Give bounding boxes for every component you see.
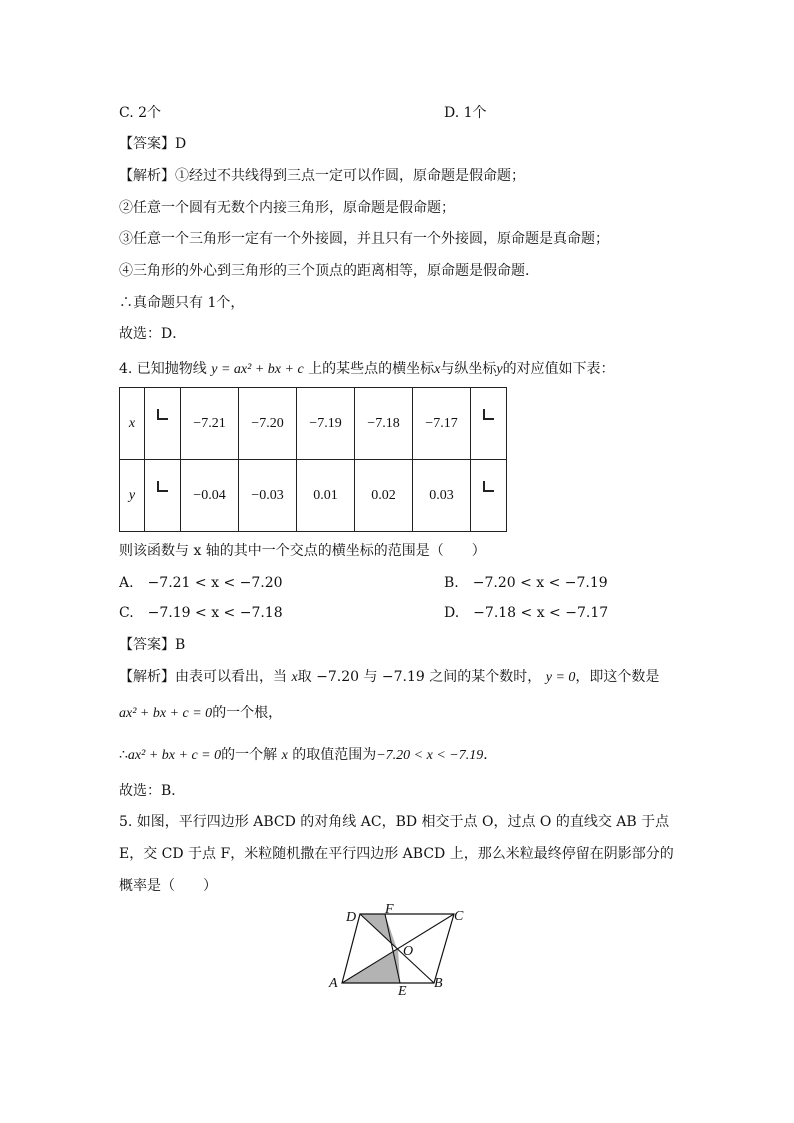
- q4-stem-prefix: 4. 已知抛物线: [119, 361, 207, 377]
- q3-option-d: D. 1个: [444, 105, 487, 121]
- table-cell: −7.21: [181, 388, 239, 460]
- q4-analysis-3: [119, 745, 497, 766]
- q4-analysis-1c: ，即这个数是: [575, 669, 660, 685]
- table-cell: −7.20: [239, 388, 297, 460]
- ellipsis-icon: [483, 409, 494, 420]
- table-cell: −0.03: [239, 460, 297, 532]
- table-cell: −7.19: [297, 388, 355, 460]
- q4-analysis-1a: 【解析】由表可以看出，当: [119, 669, 287, 685]
- q4-choose: 故选：B．: [119, 783, 186, 799]
- q4-stem-formula: y = ax² + bx + c: [211, 362, 304, 377]
- q4-analysis-3c: 的取值范围为: [292, 747, 377, 763]
- q5-stem-2: E，交 CD 于点 F，米粒随机撒在平行四边形 ABCD 上，那么米粒最终停留在阴影部分的: [119, 846, 674, 862]
- q4-analysis-1y: y = 0: [545, 670, 576, 685]
- q3-choose: 故选：D．: [119, 326, 187, 342]
- q4-stem-mid2: 与纵坐标: [440, 361, 497, 377]
- label-b: B: [434, 976, 443, 991]
- table-row-x: [120, 388, 507, 460]
- q4-option-b: B. −7.20 < x < −7.19: [444, 575, 608, 591]
- table-cell: 0.03: [413, 460, 471, 532]
- q4-stem-y: y: [496, 362, 503, 377]
- q4-analysis-2-formula: ax² + bx + c = 0: [119, 706, 213, 721]
- table-header-x: x: [120, 388, 145, 460]
- table-row-y: [120, 460, 507, 532]
- label-c: C: [454, 909, 464, 924]
- ellipsis-cell: [145, 460, 181, 532]
- ellipsis-cell: [471, 460, 507, 532]
- q4-analysis-2: [119, 703, 282, 724]
- q4-option-d: D. −7.18 < x < −7.17: [444, 605, 609, 621]
- table-cell: −7.18: [355, 388, 413, 460]
- q4-answer: 【答案】B: [119, 637, 186, 653]
- q3-option-c: C. 2个: [119, 105, 162, 121]
- ellipsis-icon: [157, 481, 168, 492]
- ellipsis-cell: [145, 388, 181, 460]
- table-cell: −0.04: [181, 460, 239, 532]
- label-f: F: [385, 902, 394, 917]
- q4-option-c: C. −7.19 < x < −7.18: [119, 605, 283, 621]
- label-a: A: [329, 976, 338, 991]
- q4-option-a: A. −7.21 < x < −7.20: [119, 575, 283, 591]
- ellipsis-cell: [471, 388, 507, 460]
- label-o: O: [403, 944, 414, 959]
- table-cell: 0.02: [355, 460, 413, 532]
- q4-stem-x: x: [434, 362, 441, 377]
- q3-analysis-3: ③任意一个三角形一定有一个外接圆，并且只有一个外接圆，原命题是真命题；: [119, 231, 609, 247]
- label-d: D: [346, 910, 357, 925]
- q4-analysis-3b: 的一个解: [221, 747, 278, 763]
- q4-stem-mid: 上的某些点的横坐标: [308, 361, 435, 377]
- q4-analysis-3d: ．: [483, 747, 498, 763]
- parallelogram-figure: [322, 900, 472, 996]
- q5-stem-3: 概率是（ ）: [119, 878, 217, 894]
- table-cell: −7.17: [413, 388, 471, 460]
- q4-stem-suffix: 的对应值如下表：: [502, 361, 615, 377]
- q3-analysis-2: ②任意一个圆有无数个内接三角形，原命题是假命题；: [119, 200, 455, 216]
- q4-analysis-3a: ∴: [119, 747, 128, 763]
- q5-stem-1: 5. 如图，平行四边形 ABCD 的对角线 AC，BD 相交于点 O，过点 O 的直线交 AB 于点: [119, 814, 670, 830]
- q4-analysis-1b: 取 −7.20 与 −7.19 之间的某个数时，: [297, 669, 542, 685]
- q4-analysis-3x: x: [281, 748, 288, 763]
- q3-conclusion: ∴真命题只有 1个，: [119, 295, 245, 311]
- table-cell: 0.01: [297, 460, 355, 532]
- label-e: E: [398, 984, 407, 996]
- q3-analysis-4: ④三角形的外心到三角形的三个顶点的距离相等，原命题是假命题.: [119, 263, 530, 279]
- value-table: [119, 387, 507, 532]
- q4-analysis-2-text: 的一个根，: [212, 705, 283, 721]
- q4-analysis-1x: x: [291, 670, 298, 685]
- q4-question: 则该函数与 x 轴的其中一个交点的横坐标的范围是（ ）: [119, 543, 486, 559]
- ellipsis-icon: [157, 409, 168, 420]
- ellipsis-icon: [483, 481, 494, 492]
- q3-answer: 【答案】D: [119, 136, 187, 152]
- q4-analysis-3-range: −7.20 < x < −7.19: [376, 748, 484, 763]
- q4-analysis-1: [119, 667, 659, 688]
- q4-stem: [119, 359, 615, 380]
- q3-analysis-1: 【解析】①经过不共线得到三点一定可以作圆，原命题是假命题；: [119, 168, 525, 184]
- q4-analysis-3-formula: ax² + bx + c = 0: [127, 748, 222, 763]
- table-header-y: y: [120, 460, 145, 532]
